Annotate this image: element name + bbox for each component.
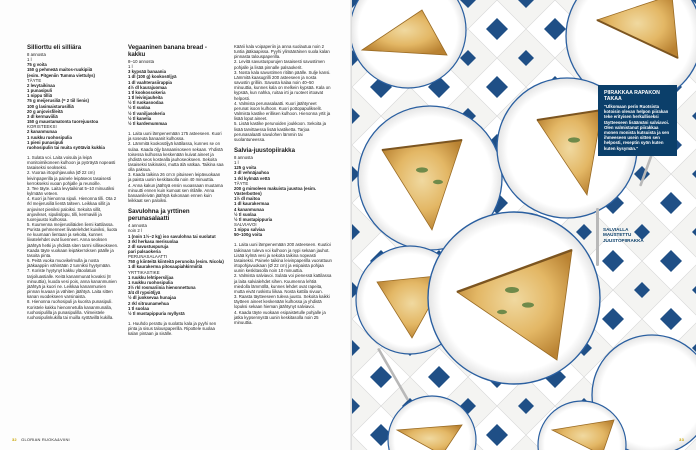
right-page [352,0,696,450]
method-step: Käärii kala voipaperiin ja anna suolautua noin 2 tuntia jääkaapissa. Pyyhi ylimääräinen suola kalan pinnasta talouspaperilla. [234,44,330,60]
recipe-title: Silliorttu eli silliära [27,44,82,51]
ingredient-item: 125 g voita [234,165,257,171]
recipe-title: Savulohna ja yrttinen perunasalaatti [128,208,190,223]
ingredient-item: ½ dl juoksevaa hunajaa [128,295,177,301]
ingredient-item: 1 dl vaahterasiirappia [128,79,172,85]
ingredient-item: 2 kananmunaa [27,129,57,135]
photo-caption: SALVIALLA MAUSTETTU JUUSTOPIIRAKKA [603,227,644,243]
ingredient-list [234,160,332,237]
ingredient-list [27,57,119,150]
method-steps [234,242,332,325]
ingredient-item: 1½ dl maitoa [234,196,261,202]
recipe-servings: 4 annosta [128,223,147,229]
method-steps-continued [234,44,332,142]
ingredient-item: 1 tl suolaa [128,305,150,311]
method-step: 4. Anna kakun jäähtyä ensin vuoassaan muutama minuutti ennen kuin kumoat sen ritilälle. Anna banaanileivän jäähtyä kokonaan ennen kuin leikkaat sen paloiksi. [128,182,223,204]
ingredient-item: 1 ruukku ruohosipulia [128,279,173,285]
method-step: 3. Raasta täytteeseen tuleva juusto. Sekoita kaikki täytteen aineet keskenään kulhossa ja yhdistä lopuksi sekaan hieman jäähtynyt salviavoi. [234,294,330,310]
method-step: 8. Hienonna ruohosipuli ja kuorita punasipuli. Koristele kakku hienonnetulla kananmunalla, ruohosipulilla ja punasipulilla. Viimeistele ruohosipulinkukilla tai muilla syötävillä kukilla. [27,299,114,320]
ingredient-item: YRTTIKASTIKE [128,269,160,275]
ingredient-item: ½ tl mustapippuria [234,216,273,222]
ingredient-item: 750 g kiinteitä kiinteitä perunoita (esim. Nicola) [128,259,224,265]
method-step: 2. Levitä savustuspurujen tasaisesti savustimen pohjalle ja lisää pinnalle palsaokerit. [234,59,325,70]
method-step: 4. Kaada täyte vuokaan esipaistetulle pohjalle ja jatka kypsennystä uunin keskitasolla noin 25 minuuttia. [234,309,326,325]
ingredient-item: 1 tl leivinjauheita [128,95,163,101]
pull-quote-text: "Ulkomaan perin Ruotsista kotoisin olevan helpon piirakan teke erityisen herkulliseksi täytteeseen lisäämäni salviavoi. Olen valmistanut piirakkaa monen monista kutsuista ja sen ihmeeseen usein sitten sen helposti, reseptin syön kuten kuten kysymän." [604,104,670,151]
ingredient-item: 1 l [27,57,32,63]
ingredient-item: (esim. Pitgeniin Tumma viettulys) [27,72,95,78]
page-number: 32 [12,437,17,442]
ingredient-item: 1 (noin 1½–2 kg) iso savulohna tai suolatut [128,233,216,239]
ingredient-item: 2 rkl sitruunamehua [128,300,169,306]
ingredient-item: 1 dl kaurakermaa [234,201,270,207]
ingredient-item: 75 g voita [27,62,47,68]
ingredient-item: ½ tl kardemummaa [128,120,167,126]
ingredient-item: 3 dl vehnäjauhoa [234,170,269,176]
ingredient-item: noin 2 l [128,228,142,234]
ingredient-item: 1 nippu tilliä [27,93,53,99]
plate-center [428,212,600,384]
ingredient-item: 200 g mimoleen makuista juustoa (esim. Västerbotten) [234,185,317,197]
ingredient-item: ruohosipulin tai muita syötäviä kukkia [27,144,105,150]
pull-quote-title: PIIRAKKAA RAPAKON TAKAA [604,90,660,102]
method-step: 4. Valmista perunasalaatti. Kuori jäähtyneet perunat isoon kulhoon. Kuori pottopapulikselit. Valmista kastike erillisen kulhoon. Hienonna yrtit ja lisää loput aineet. [234,100,331,122]
ingredient-item: 3/4 dl rypsiöljyä [128,290,161,296]
ingredient-item: 3 dl kermaviiliä [27,113,58,119]
ingredient-item: SALVIAVOI [234,222,257,227]
ingredient-item: 1 dl kaurakerma pitosaapiahkirmiitiä [128,264,203,270]
recipe-servings: 8 annosta [234,154,253,160]
ingredient-item: TÄYTE [234,180,249,186]
ingredient-item: ½ tl mustapippuria myllystä [128,310,185,316]
ingredient-item: 1 rkl kylmää vettä [234,175,270,181]
recipe-title: Salvia-juustopiirakka [234,146,295,154]
ingredient-item: 1 l [234,160,239,166]
ingredient-item: TÄYTE [27,77,42,83]
method-step: 5. Lisää kastike perunoiden joukkoon. Sekoita ja lisää tarvittaessa lisää kastiketta. Tarjoa perunasalaatti savulohen lämmin tai suolantuneessa. [234,121,326,142]
ingredient-item: 20 g anjovisfileitä [27,108,63,114]
method-step: 5. Kuumenna meijerusiliäiden liemi kattilassa. Purista pehmenneet liivatelehdet kuiviksi, liuota ne kuumaan lientaan ja sekoita, kunnes liivatelehdet ovat liuenneet. Anna seoksen jäähtyä hetki ja yhdistä siten tarmi silliseokseen. Kaada täyte vuokaan leipäkerroksen päälle ja tasoita pinta. [27,222,119,258]
ingredient-item: 1 ruukku ruohosipulia [27,134,72,140]
method-steps [128,131,224,203]
recipe-servings: 8 annosta [27,52,46,57]
method-step: 3. Tee täyte. Laita levytaikinat 5–10 minuutiksi kylmään veteen. [27,185,115,197]
ingredient-item: 75 g meijerusiliä (= 2 tiil lienis) [27,98,89,104]
ingredient-item: 1 tl kookossokeria [128,89,166,95]
page-number: 33 [679,437,684,442]
ingredient-item: PERUNASALAATTI [128,254,168,260]
ingredient-item: 3 kypsää banaania [128,69,166,75]
ingredient-item: 1 pieni punasipuli [27,139,64,145]
recipe-servings: 8–10 annosta [128,59,155,64]
pull-quote-box [598,85,677,156]
method-step: 1. Laita uuni lämpenemään 175 asteeseen. Kuori ja soseuta banaanit kulhossa. [128,131,222,142]
ingredient-item: 4½ dl kaurajuomaa [128,84,167,90]
ingredient-item: 3½ rkl rosmariinia hienonnettuna [128,285,196,291]
ingredient-item: ½ tl ruokasoodaa [128,100,164,106]
ingredient-item: KORISTEEKSI [27,124,57,130]
ingredient-item: 50–100g voita [234,232,263,238]
method-step: 3. Kaada taikina 26 cm:n pituiseen leipävuokaan ja paista uunin keskitasolla noin 40 minuuttia. [128,172,221,183]
ingredient-list [128,64,224,126]
page-folio-right [626,437,684,442]
ingredient-list [128,228,224,316]
ingredient-item: 150 g pehmeää maitos-ruukipiiä [27,67,93,73]
ingredient-item: 1 nippu salviaa [234,227,265,233]
method-step: 1. Sulata voi. Laita voisula ja leipä monitoimikoneen kulhoon ja pyöräytä nopeasti tasaiseksi seokseksi. [27,154,116,171]
ingredient-item: 150 g maustamatonta tuorejuustoa [27,119,99,125]
method-steps [128,321,224,336]
ingredient-item: 1 ruukku lehtipersiljaa [128,274,174,280]
ingredient-item: ½ tl suolaa [234,211,257,217]
ingredient-item: 1 dl (100 g) kookosöljyä [128,74,177,80]
page-folio-left [12,437,70,442]
method-step: 1. Huuhdo perattu ja suolattu kala ja pyyhi sen pinta ja sisus talouspaperilla. Ripottele suolaa kalan pintaan ja sisälle. [128,321,217,337]
method-steps [27,155,119,320]
ingredient-item: 2 levytaikinaa [27,82,55,88]
ingredient-item: ½ tl vaniljasokeria [128,110,166,116]
method-step: 2. Lämmitä kookosöljyä kattilassa, kunnes se on sulaa. Kaada öljy banaanisoseen sekaan. Yhdistä toisessa kulhossa keskenään kuivat aineet ja yhdistä seos kostealla jauhoseokseen. Sekoita tasaiseksi taikinaksi, mutta älä vatkaa. Taikina saa olla paksua. [128,141,224,173]
ingredient-item: ½ tl kanelia [128,115,152,121]
method-step: 7. Koriste hyytynyt kakku yläoolatuin tarjoiluastialle. Keitä kananmunat kovaksi (8 minuuttia), kuoda vesi pois, anna kananmunien jäähtyä ja kuori ne. Leikkaa kananmunien pinnan kuvaan ja vähiten jäähtyä. Laita sitten kanan vuodekseen varsinaista. [27,268,117,300]
ingredient-item: 4 kananmunaa [234,206,264,212]
food-photo [352,0,696,450]
text-column-1 [27,44,119,320]
ingredient-item: ½ tl suolaa [128,105,151,111]
text-column-3 [234,44,332,325]
ingredient-item: 1 punasipuli [27,88,53,94]
magazine-name: GLORIAN RUOKA&VIINI [21,437,70,442]
method-step: 4. Kuori ja hienonna sipuli. Hienonna tilli. Ota 2 rkl meijerusiliä lientä talteen. Leikkaa sillit ja anjoviset pieniksi paloiksi. Sekoita sillit, anjovikset, sipulisilppu, tilli, kermaviili ja tuorejuusto kulhossa. [27,196,117,222]
method-step: 3. Nosta kala savustimen ritilän päälle. Sulje kansi. Lämmitä kaasugrilli 200 asteeseen ja nosta savustin grilliin. Savusta kalaa noin 40–50 minuuttia, kunnes kala on melkein kypsää. Kala on kypsää, kun nahka, ruitaa irti ja ruoteet irtoavat helposti. [234,69,331,101]
ingredient-item: 1 l [128,64,133,70]
ingredient-item: 100 g lasimaistarusilliä [27,103,74,109]
recipe-title: Vegaaninen banana bread -kakku [128,44,207,58]
ingredient-item: 3 rkl herkasa merisuolaa [128,238,179,244]
method-step: 1. Laita uuni lämpenemään 200 asteeseen. Kuutioi taikinaan tuleva voi kulhoon ja nypi sekaan jauhot. Lisää kylmä vesi ja sekoita taikina nopeasti tasaiseksi. Painele taikina leivinpaperilla vuorattuun irtopohjavuokaan (Ø 22 cm) ja esipaista pohjaa uunin keskitasolla noin 10 minuuttia. [234,242,332,274]
method-step: 6. Peitä vuoka muovikelmulla ja nosta jääkaappiin vähintään 2 tunniksi hyytymään. [27,258,112,269]
ingredient-item: 2 dl savustuspuruja [128,243,169,249]
magazine-name: GLORIAN RUOKA&VIINI [626,437,675,442]
method-step: 2. Vuoraa irtopohjavuoka (Ø 22 cm) leivinpaperilla ja painele leipäseos tasaisesti kerrokseksi vuoan pohjalle ja reunoille. [27,170,112,186]
ingredient-item: pari palsaokeria [128,249,161,254]
text-column-2 [128,44,224,337]
method-step: 2. Valmista salviavoi. Sulata voi pienessä kattilassa ja laita salvialehdet sihen. Kuumenna lehtiä miedolla lämmöllä, kunnes lehdet ovat rapeita, mutta eivät ruskistu liikaa. Nosta kattila sivuun. [234,273,332,294]
